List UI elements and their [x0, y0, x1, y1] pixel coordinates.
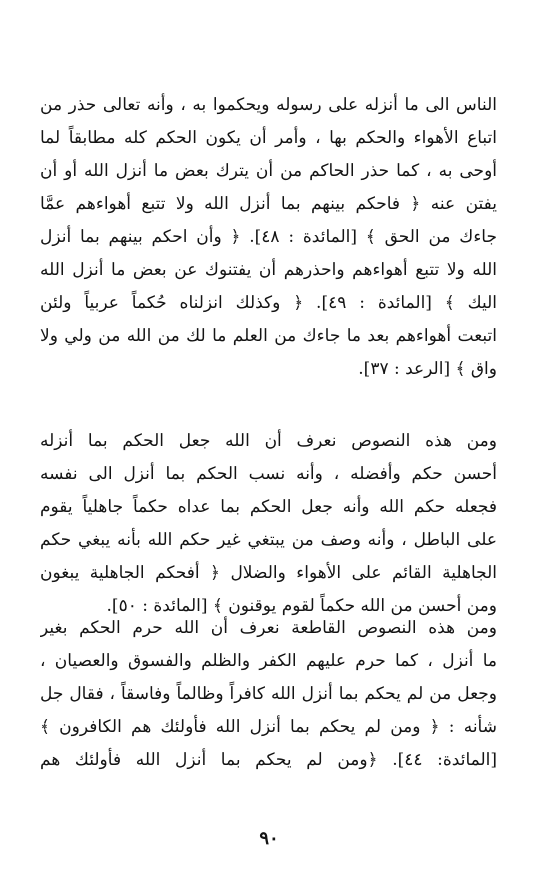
page-number: ٩٠ — [259, 828, 279, 849]
text-line: [المائدة: ٤٤]. ﴿ومن لم يحكم بما أنزل الله فأولئك هم — [40, 750, 497, 770]
text-line: أوحى به ، كما حذر الحاكم من أن يترك بعض ما أنزل الله أو أن — [40, 161, 497, 181]
text-line: ما أنزل ، كما حرم عليهم الكفر والظلم والفسوق والعصيان ، — [40, 651, 497, 671]
paragraph-1 — [40, 89, 497, 386]
text-line: الجاهلية القائم على الأهواء والضلال ﴿ أفحكم الجاهلية يبغون — [40, 563, 497, 583]
paragraph-2 — [40, 425, 497, 623]
text-line: جاءك من الحق ﴾ [المائدة : ٤٨]. ﴿ وأن احكم بينهم بما أنزل — [40, 227, 497, 247]
paragraph-3 — [40, 612, 497, 777]
text-line: يفتن عنه ﴿ فاحكم بينهم بما أنزل الله ولا تتبع أهواءهم عمَّا — [40, 194, 497, 214]
text-line: ومن أحسن من الله حكماً لقوم يوقنون ﴾ [المائدة : ٥٠]. — [106, 596, 497, 616]
text-line: وجعل من لم يحكم بما أنزل الله كافراً وظالماً وفاسقاً ، فقال جل — [40, 684, 497, 704]
text-line: اتباع الأهواء والحكم بها ، وأمر أن يكون الحكم كله مطابقاً لما — [40, 128, 497, 148]
text-line: الله ولا تتبع أهواءهم واحذرهم أن يفتنوك عن بعض ما أنزل الله — [40, 260, 497, 280]
text-line: ومن هذه النصوص القاطعة نعرف أن الله حرم الحكم بغير — [40, 618, 497, 638]
text-line: على الباطل ، وأنه وصف من يبتغي غير حكم الله بأنه يبغي حكم — [40, 530, 497, 550]
text-line: اتبعت أهواءهم بعد ما جاءك من العلم ما لك من الله من ولي ولا — [40, 326, 497, 346]
text-line: اليك ﴾ [المائدة : ٤٩]. ﴿ وكذلك انزلناه حُكماً عربياً ولئن — [40, 293, 497, 313]
text-line: أحسن حكم وأفضله ، وأنه نسب الحكم بما أنزل الى نفسه — [40, 464, 497, 484]
text-line: ومن هذه النصوص نعرف أن الله جعل الحكم بما أنزله — [40, 431, 497, 451]
text-line: شأنه : ﴿ ومن لم يحكم بما أنزل الله فأولئك هم الكافرون ﴾ — [40, 717, 497, 737]
text-line: الناس الى ما أنزله على رسوله ويحكموا به ، وأنه تعالى حذر من — [40, 95, 497, 115]
text-line: فجعله حكم الله وأنه جعل الحكم بما عداه حكماً جاهلياً يقوم — [40, 497, 497, 517]
text-line: واق ﴾ [الرعد : ٣٧]. — [358, 359, 497, 379]
